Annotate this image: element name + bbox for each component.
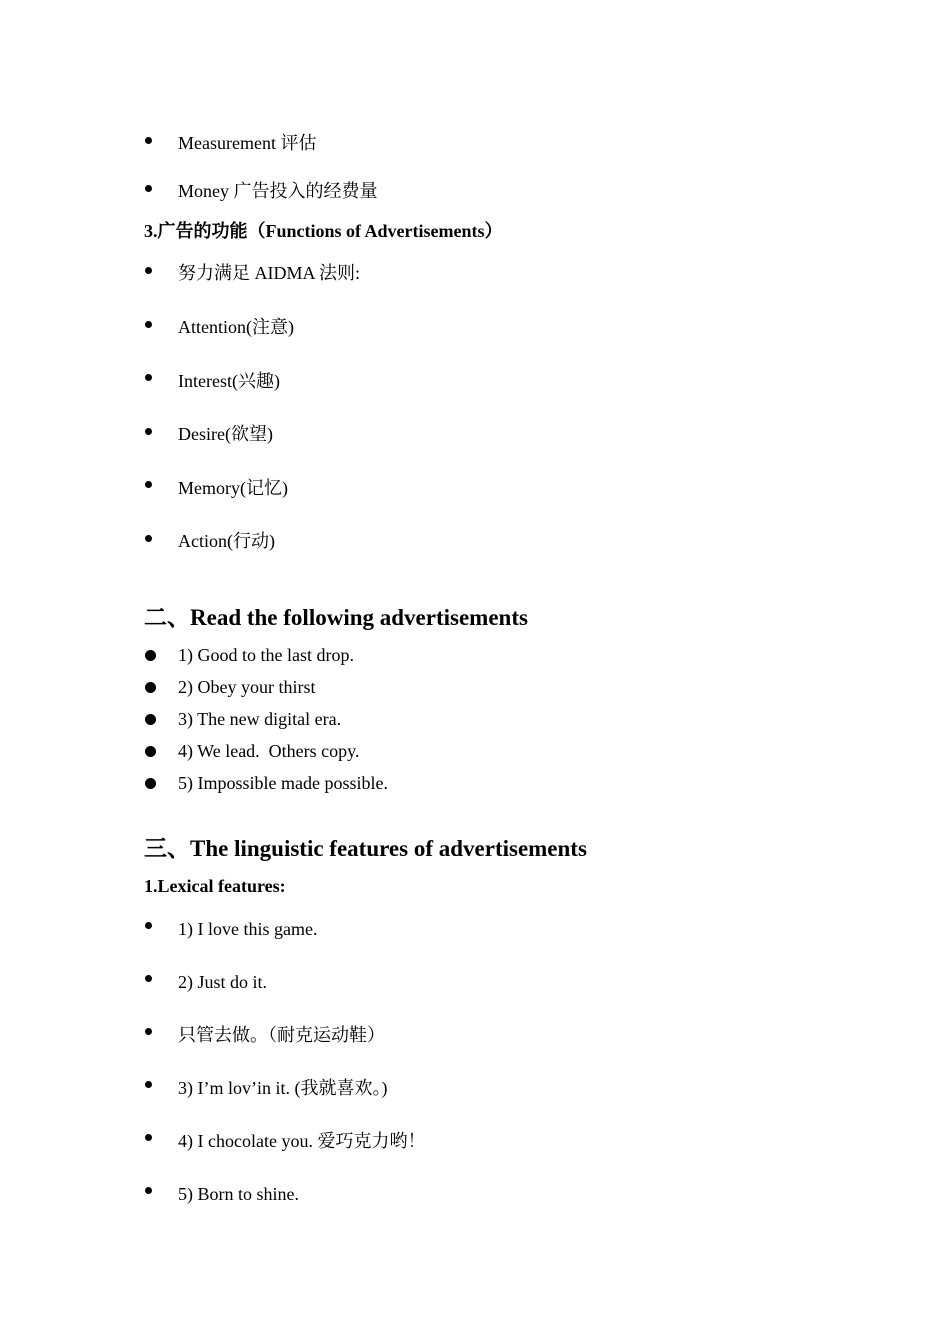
bullet-icon <box>145 778 156 789</box>
bullet-icon <box>145 535 152 542</box>
list-item: 1) I love this game. <box>178 919 318 939</box>
list-item: 4) We lead. Others copy. <box>178 741 360 761</box>
list-item: Memory(记忆) <box>178 478 288 498</box>
bullet-icon <box>145 321 152 328</box>
bullet-icon <box>145 428 152 435</box>
list-item: Measurement 评估 <box>178 133 317 153</box>
list-item: 3) I’m lov’in it. (我就喜欢。) <box>178 1078 388 1098</box>
bullet-icon <box>145 746 156 757</box>
list-item: 努力满足 AIDMA 法则: <box>178 263 361 283</box>
list-item: 1) Good to the last drop. <box>178 645 354 665</box>
bullet-icon <box>145 714 156 725</box>
bullet-icon <box>145 1028 152 1035</box>
lexical-heading: 1.Lexical features: <box>144 876 286 896</box>
list-item: Money 广告投入的经费量 <box>178 181 378 201</box>
list-item: 4) I chocolate you. 爱巧克力哟！ <box>178 1131 426 1151</box>
functions-heading: 3.广告的功能（Functions of Advertisements） <box>144 221 503 241</box>
section-heading: 三、The linguistic features of advertisements <box>144 836 587 861</box>
bullet-icon <box>145 650 156 661</box>
bullet-icon <box>145 975 152 982</box>
list-item: Desire(欲望) <box>178 424 273 444</box>
list-item: Action(行动) <box>178 531 275 551</box>
bullet-icon <box>145 137 152 144</box>
bullet-icon <box>145 1187 152 1194</box>
list-item: 2) Just do it. <box>178 972 268 992</box>
list-item: 3) The new digital era. <box>178 709 342 729</box>
list-item: 5) Born to shine. <box>178 1184 299 1204</box>
bullet-icon <box>145 374 152 381</box>
bullet-icon <box>145 185 152 192</box>
section-heading: 二、Read the following advertisements <box>144 605 528 630</box>
list-item: 只管去做。（耐克运动鞋） <box>178 1025 385 1045</box>
list-item: Attention(注意) <box>178 317 294 337</box>
bullet-icon <box>145 922 152 929</box>
bullet-icon <box>145 1081 152 1088</box>
bullet-icon <box>145 481 152 488</box>
bullet-icon <box>145 1134 152 1141</box>
list-item: 2) Obey your thirst <box>178 677 316 697</box>
bullet-icon <box>145 267 152 274</box>
list-item: Interest(兴趣) <box>178 371 280 391</box>
bullet-icon <box>145 682 156 693</box>
list-item: 5) Impossible made possible. <box>178 773 388 793</box>
